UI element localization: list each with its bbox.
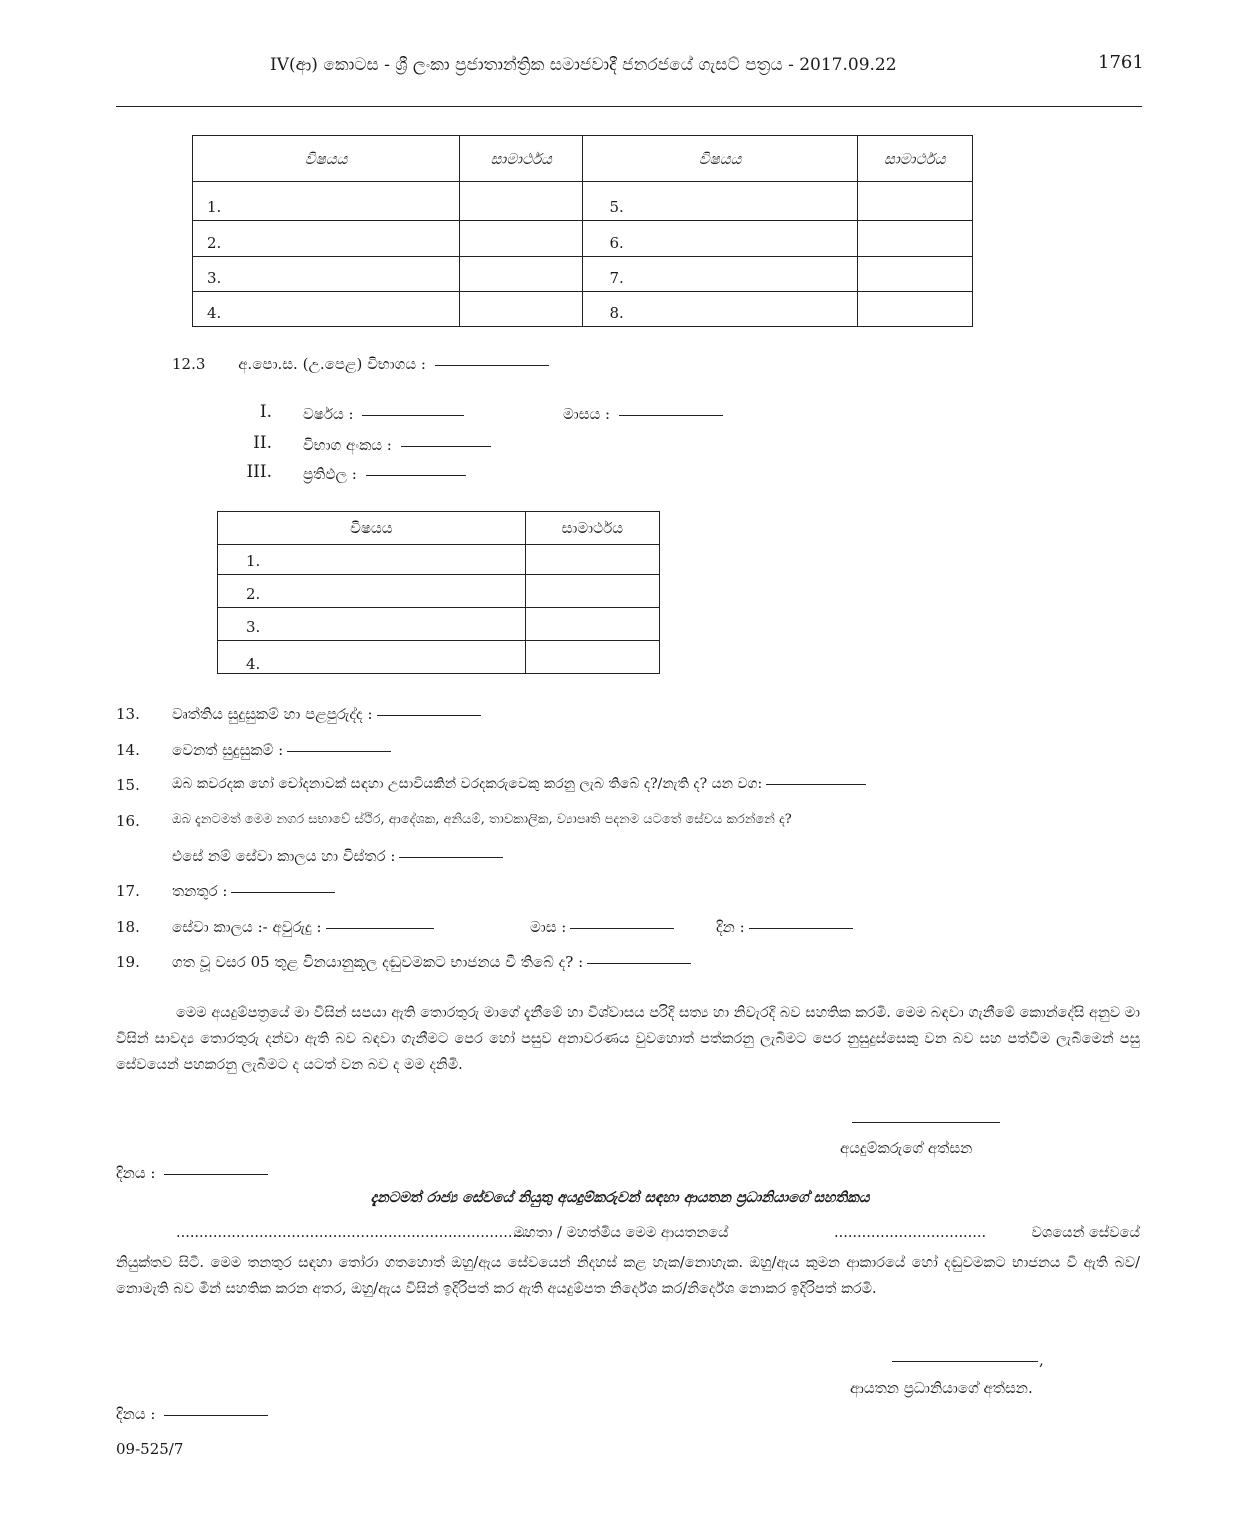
question-number: 18. xyxy=(116,918,140,936)
post-field[interactable] xyxy=(231,892,335,893)
table2-row-label: 2. xyxy=(218,575,526,608)
month-label: මාසය : xyxy=(563,405,611,423)
question-text: වෘත්තිය සුදුසුකම් හා පළපුරුද්ද : xyxy=(172,705,373,723)
question-text: තනතුර : xyxy=(172,882,228,900)
results-row xyxy=(303,465,466,483)
question-16 xyxy=(116,812,1146,836)
table2-result-cell[interactable] xyxy=(525,641,659,674)
table1-row-label: 7. xyxy=(583,257,857,292)
question-text: ගත වූ වසර 05 තුළ විනයානුකූල දඬුවමකට භාජනය වී තිබේ ද? : xyxy=(172,953,584,971)
gazette-header: IV(ආ) කොටස - ශ්‍රී ලංකා ප්‍රජාතාන්ත්‍රික සමාජවාදී ජනරජයේ ගැසට් පත්‍රය - 2017.09.22 xyxy=(270,55,897,75)
question-17 xyxy=(116,882,1146,906)
signature-comma: , xyxy=(1039,1351,1044,1369)
certificate-title: දැනටමත් රාජ්‍ය සේවයේ නියුතු අයදුම්කරුවන් සඳහා ආයතන ප්‍රධානියාගේ සහතිකය xyxy=(370,1189,870,1206)
applicant-date-field[interactable] xyxy=(164,1174,268,1175)
date-label: දිනය : xyxy=(116,1405,156,1423)
roman-ii: II. xyxy=(253,433,272,453)
exam-number-field[interactable] xyxy=(401,446,491,447)
results-label: ප්‍රතිඵල : xyxy=(303,465,357,483)
service-details-field[interactable] xyxy=(399,857,503,858)
table1-row-label: 2. xyxy=(193,221,460,257)
question-18 xyxy=(116,918,1146,942)
head-signature-line[interactable] xyxy=(892,1361,1038,1362)
officer-title-text: මහතා / මහත්මිය මෙම ආයතනයේ xyxy=(514,1225,729,1241)
question-text: ඔබ දැනටමත් මෙම නගර සභාවේ ස්ථිර, ආදේශක, අනියම්, තාවකාලික, ව්‍යාපෘති පදනම යටතේ සේවය කරන්නේ ද? xyxy=(172,812,792,827)
table2-result-cell[interactable] xyxy=(525,608,659,641)
table2-row-label: 3. xyxy=(218,608,526,641)
question-number: 19. xyxy=(116,953,140,971)
officer-post-dots[interactable]: ................................. xyxy=(834,1225,987,1241)
table1-result-cell[interactable] xyxy=(857,221,972,257)
page-number: 1761 xyxy=(1098,52,1144,73)
table1-header-result-2: සාමාර්ථය xyxy=(857,136,972,182)
question-13 xyxy=(116,705,1146,729)
exam-number-row xyxy=(303,436,491,454)
head-signature-label: ආයතන ප්‍රධානියාගේ අත්සන. xyxy=(850,1379,1033,1397)
table2-result-cell[interactable] xyxy=(525,545,659,575)
exam-number-label: විභාග අංකය : xyxy=(303,436,392,454)
question-text: එසේ නම් සේවා කාලය හා විස්තර : xyxy=(172,847,396,865)
table2-header-result: සාමාර්ථය xyxy=(525,512,659,545)
date-row-1 xyxy=(116,1164,268,1182)
table1-result-cell[interactable] xyxy=(460,221,583,257)
months-field[interactable] xyxy=(570,928,674,929)
table1-result-cell[interactable] xyxy=(857,257,972,292)
date-row-2 xyxy=(116,1405,268,1423)
professional-qualifications-field[interactable] xyxy=(377,715,481,716)
section-number: 12.3 xyxy=(172,355,206,373)
question-text: වෙනත් සුදුසුකම් : xyxy=(172,741,284,759)
year-label: වර්ෂය : xyxy=(303,405,354,423)
table1-result-cell[interactable] xyxy=(460,257,583,292)
question-text: සේවා කාලය :- අවුරුදු : xyxy=(172,918,322,936)
table1-header-subject-1: විෂයය xyxy=(193,136,460,182)
question-number: 16. xyxy=(116,812,140,830)
section-12-3 xyxy=(172,355,549,373)
conviction-field[interactable] xyxy=(766,784,866,785)
certificate-paragraph: නියුක්තව සිටී. මෙම තනතුර සඳහා තෝරා ගතහොත් ඔහු/ඇය සේවයෙන් නිදහස් කළ හැක/නොහැක. ඔහු/ඇය කුමන ආකාරයේ හෝ දඬුවමකට භාජනය වී ඇති බව/නොමැති බව මින් සහතික කරන අතර, ඔහු/ඇය විසින් ඉදිරිපත් කර ඇති අයදුම්පත නිර්දේශ කර/නිර්දේශ නොකර ඉදිරිපත් කරමි. xyxy=(116,1255,1140,1297)
table2-row-label: 1. xyxy=(218,545,526,575)
year-row xyxy=(303,405,464,423)
officer-name-dots[interactable]: ............................................................................. xyxy=(176,1225,531,1241)
table1-row-label: 6. xyxy=(583,221,857,257)
question-number: 15. xyxy=(116,776,140,794)
question-number: 17. xyxy=(116,882,140,900)
service-text: වශයෙන් සේවයේ xyxy=(1031,1225,1140,1241)
question-14 xyxy=(116,741,1146,765)
table1-header-subject-2: විෂයය xyxy=(583,136,857,182)
roman-i: I. xyxy=(259,402,272,422)
question-number: 13. xyxy=(116,705,140,723)
table1-row-label: 4. xyxy=(193,292,460,327)
days-label: දින : xyxy=(716,918,745,936)
table1-row-label: 8. xyxy=(583,292,857,327)
table1-row-label: 1. xyxy=(193,182,460,221)
month-field[interactable] xyxy=(619,415,723,416)
table2-header-subject: විෂයය xyxy=(218,512,526,545)
question-19 xyxy=(116,953,1146,977)
applicant-signature-line[interactable] xyxy=(852,1122,1000,1123)
table1-result-cell[interactable] xyxy=(857,182,972,221)
declaration-paragraph: මෙම අයදුම්පත්‍රයේ මා විසින් සපයා ඇති තොරතුරු මාගේ දැනීමේ හා විශ්වාසය පරිදි සත්‍ය හා නිවැරදි බව සහතික කරමි. මෙම බඳවා ගැනීමේ කොන්දේසි අනුව මා විසින් සාවද්‍ය තොරතුරු දන්වා ඇති බව බඳවා ගැනීමට පෙර හෝ පසුව අනාවරණය වුවහොත් පත්කරනු ලැබීමට පෙර නුසුදුස්සෙකු වන බව සහ පත්වීම ලැබීමෙන් පසු සේවයෙන් පහකරනු ලැබීමට ද යටත් වන බව ද මම දනිමි. xyxy=(116,1005,1140,1073)
years-field[interactable] xyxy=(326,928,434,929)
table1-row-label: 5. xyxy=(583,182,857,221)
table2-result-cell[interactable] xyxy=(525,575,659,608)
question-15 xyxy=(116,776,1146,800)
question-16-details xyxy=(116,847,1146,871)
table1-result-cell[interactable] xyxy=(857,292,972,327)
other-qualifications-field[interactable] xyxy=(287,751,391,752)
question-number: 14. xyxy=(116,741,140,759)
months-label: මාස : xyxy=(530,918,567,936)
results-table-1 xyxy=(192,135,973,327)
results-field[interactable] xyxy=(366,475,466,476)
head-date-field[interactable] xyxy=(164,1415,268,1416)
al-exam-label: අ.පො.ස. (උ.පෙළ) විභාගය : xyxy=(238,355,426,373)
table2-row-label: 4. xyxy=(218,641,526,674)
header-rule xyxy=(116,106,1142,107)
month-row xyxy=(563,405,723,423)
applicant-signature-label: අයදුම්කරුගේ අත්සන xyxy=(840,1139,973,1157)
days-field[interactable] xyxy=(749,928,853,929)
al-exam-field[interactable] xyxy=(435,365,549,366)
footer-code: 09-525/7 xyxy=(116,1440,184,1458)
table1-result-cell[interactable] xyxy=(460,292,583,327)
table1-result-cell[interactable] xyxy=(460,182,583,221)
disciplinary-field[interactable] xyxy=(587,963,691,964)
table1-header-result-1: සාමාර්ථය xyxy=(460,136,583,182)
question-text: ඔබ කවරදක හෝ චෝදනාවක් සඳහා උසාවියකින් වරදකරුවෙකු කරනු ලැබ තිබේ ද?/නැති ද? යන වග: xyxy=(172,776,763,792)
roman-iii: III. xyxy=(246,462,272,482)
table1-row-label: 3. xyxy=(193,257,460,292)
year-field[interactable] xyxy=(362,415,464,416)
results-table-2 xyxy=(217,511,660,674)
date-label: දිනය : xyxy=(116,1164,156,1182)
